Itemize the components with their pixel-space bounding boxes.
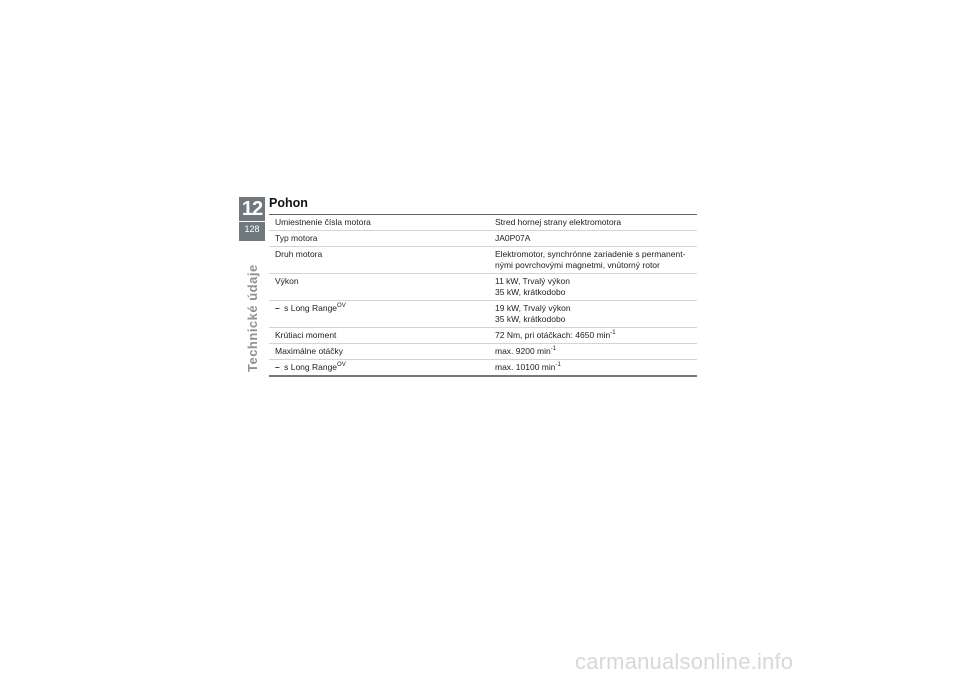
- chapter-title: Technické údaje: [245, 264, 260, 372]
- table-row: [269, 273, 697, 300]
- table-row: [269, 300, 697, 327]
- table-row: [269, 343, 697, 359]
- page-number: 128: [244, 224, 260, 234]
- watermark: carmanualsonline.info: [575, 649, 794, 674]
- table-row: [269, 230, 697, 246]
- spec-label: Druh motora: [275, 249, 323, 259]
- spec-table: [269, 214, 697, 377]
- spec-value: JA0P07A: [495, 233, 531, 243]
- spec-label: Maximálne otáčky: [275, 346, 344, 356]
- table-row: [269, 359, 697, 375]
- spec-value: Elektromotor, synchrónne zariadenie s permanent- nými povrchovými magnetmi, vnútorný rotor: [495, 249, 686, 270]
- spec-label: Výkon: [275, 276, 299, 286]
- chapter-tab: [239, 197, 265, 241]
- dash-marker: –: [275, 362, 280, 372]
- chapter-divider: [239, 221, 265, 222]
- spec-value: Stred hornej strany elektromotora: [495, 217, 622, 227]
- spec-value: max. 9200 $\min^{-1}$: [495, 346, 557, 356]
- section-title: Pohon: [269, 196, 308, 210]
- table-row: [269, 327, 697, 343]
- spec-label: Krútiaci moment: [275, 330, 337, 340]
- chapter-number: 12: [241, 198, 263, 220]
- spec-value: 72 Nm, pri otáčkach: 4650 $\min^{-1}$: [495, 330, 616, 340]
- table-row: [269, 246, 697, 273]
- dash-marker: –: [275, 303, 280, 313]
- spec-label: Typ motora: [275, 233, 318, 243]
- spec-label: Umiestnenie čísla motora: [275, 217, 371, 227]
- spec-label: – s Long Range$^{OV}$: [275, 303, 346, 313]
- spec-value: 19 kW, Trvalý výkon 35 kW, krátkodobo: [495, 303, 571, 324]
- spec-value: 11 kW, Trvalý výkon 35 kW, krátkodobo: [495, 276, 570, 297]
- spec-label: – s Long Range$^{OV}$: [275, 362, 346, 372]
- spec-value: max. 10100 $\min^{-1}$: [495, 362, 561, 372]
- table-row: [269, 215, 697, 230]
